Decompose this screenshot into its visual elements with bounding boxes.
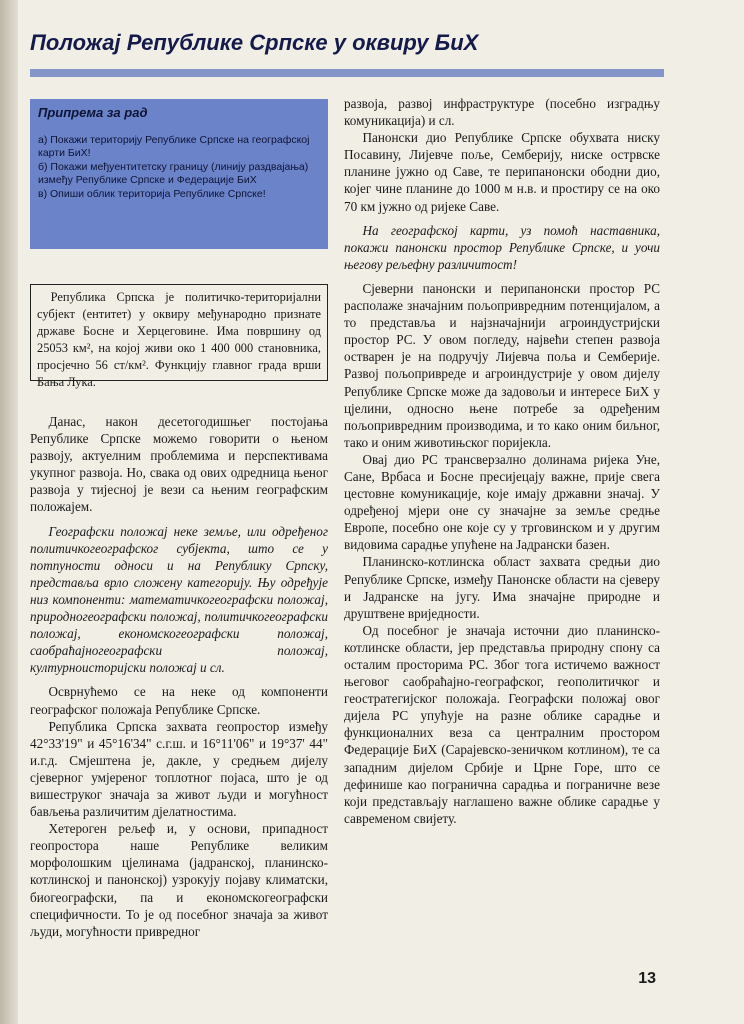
paragraph: Сјеверни панонски и перипанонски простор РС располаже значајним пољопривредним потенцијалом, а то представља и најзначајнији агроиндустријски простор РС. У овом погледу, највећи степен развоја остварен је на подручју Лијевча поља и Семберије. Развој пољопривреде и агроиндустрије у овом дијелу Републике Српске може да задовољи и интересе БиХ у цјелини, односно њене потребе за одређеним пољопривредним производима, и то како оним биљног, тако и оним животињског поријекла.: [344, 280, 660, 450]
preparation-item: в) Опиши облик територија Републике Српске!: [38, 188, 266, 200]
paragraph: Панонски дио Републике Српске обухвата ниску Посавину, Лијевче поље, Семберију, ниске острвске планине јужно од Саве, те перипанонски ободни дио, којег чине планине до 1000 м н.в. и простиру се на око 70 км јужно од ријеке Саве.: [344, 130, 660, 214]
italic-paragraph: Географски положај неке земље, или одређеног политичкогеографског субјекта, што се у потпуности односи и на Републику Српску, представља врло сложену категорију. Њу одређује низ компоненти: математичкогеографски положај, природногеографски положај, политичкогеографски положај, економскогеографски положај, саобраћајногеографски положај, културноисторијски положај и сл.: [30, 523, 328, 676]
paragraph: Данас, након десетогодишњег постојања Републике Српске можемо говорити о њеном развоју, актуелним проблемима и перспективама укупног развоја. Но, свака од ових одредница њеног развоја у тијесној је вези са њеним географским положајем.: [30, 414, 328, 515]
paragraph: Овај дио РС трансверзално долинама ријека Уне, Сане, Врбаса и Босне пресијецају важне, прије свега цестовне комуникације, које имају државни значај. У одређеној мјери оне су значајне за земље средње Европе, посебно оне које су у трговинском и у другим видовима сарадње упућене на Јадрански базен.: [344, 451, 660, 553]
page-number: 13: [638, 970, 656, 987]
preparation-title: Припрема за рад: [38, 105, 148, 120]
paragraph: развоја, развој инфраструктуре (посебно изградњу комуникација) и сл.: [344, 96, 660, 129]
page-title: Положај Републике Српске у оквиру БиХ: [30, 30, 479, 55]
preparation-item: а) Покажи територију Републике Српске на географској карти БиХ!: [38, 134, 310, 159]
italic-paragraph: На географској карти, уз помоћ наставника, покажи панонски простор Републике Српске, и уочи његову рељефну различитост!: [344, 222, 660, 272]
right-column: [344, 95, 660, 827]
paragraph: Осврнућемо се на неке од компоненти географског положаја Републике Српске.: [30, 684, 328, 717]
paragraph: Планинско-котлинска област захвата средњи дио Републике Српске, између Панонске области на сјеверу и Јадранске на југу. Има значајне природне и друштвене вриједности.: [344, 554, 660, 621]
preparation-item: б) Покажи међуентитетску границу (линију раздвајања) између Републике Српске и Федерације БиХ: [38, 161, 309, 186]
info-box: Република Српска је политичко-територијални субјект (ентитет) у оквиру међународно признате државе Босне и Херцеговине. Има површину од 25053 км², на којој живи око 1 400 000 становника, просјечно 56 ст/км². Функцију главног града врши Бања Лука.: [30, 284, 328, 381]
paragraph: Хетероген рељеф и, у основи, припадност геопростора наше Републике великим морфолошким цјелинама (јадранској, планинско-котлинској и панонској) узрокују појаву климатски, биогеографски, па и економскогеографски специфичности. То је од посебног значаја за живот људи, могућности привредног: [30, 821, 328, 939]
paragraph: Од посебног је значаја источни дио планинско-котлинске области, јер представља природну спону са осталим просторима РС. Због тога истичемо важност његовог саобраћајно-географског, геополитичког и геостратегијског положаја. Географски положај овог дијела РС упућује на разне облике сарадње и функционалних веза са централним простором Федерације БиХ (Сарајевско-зеничком котлином), те са западним дијелом Србије и Црне Горе, што се дефинише као погранична сарадња и пограничне везе који представљају наглашено важне облике сарадње у савременом свијету.: [344, 622, 660, 826]
paragraph: Република Српска захвата геопростор између 42°33'19" и 45°16'34" с.г.ш. и 16°11'06" и 19°37' 44" и.г.д. Смјештена је, дакле, у средњем дијелу сјеверног умјереног топлотног појаса, што је од вишеструког значаја за живот људи и могућност бављења различитим дјелатностима.: [30, 718, 328, 820]
left-column: [30, 413, 328, 940]
title-underline-bar: [30, 69, 664, 77]
page-binding-shadow: [0, 0, 18, 1024]
preparation-box: [30, 99, 328, 249]
